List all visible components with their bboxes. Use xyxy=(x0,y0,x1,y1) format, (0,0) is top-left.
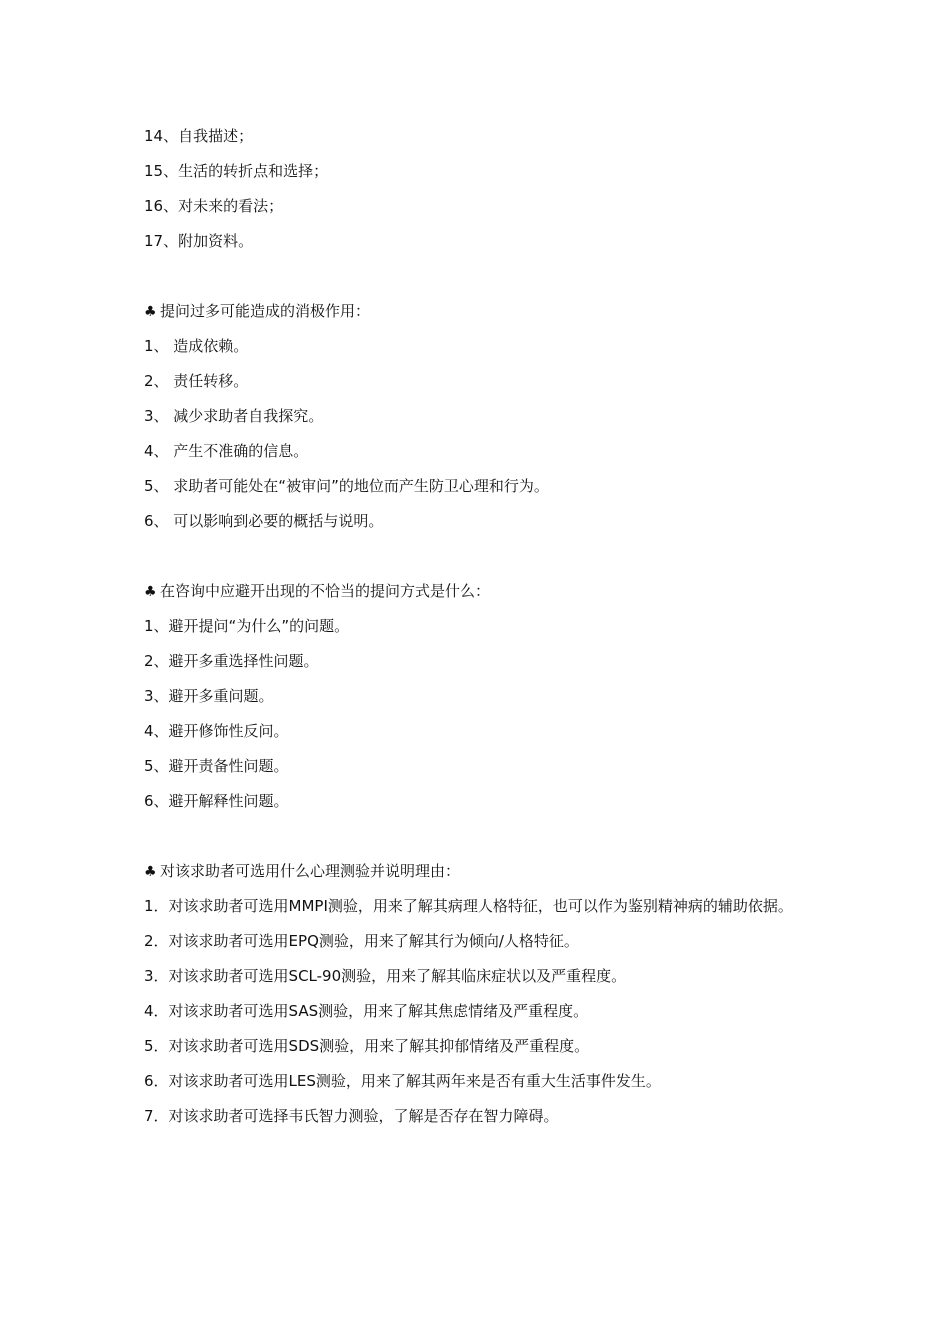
list-item: 6．对该求助者可选用LES测验，用来了解其两年来是否有重大生活事件发生。 xyxy=(144,1072,661,1090)
list-item: 3、避开多重问题。 xyxy=(144,687,274,705)
spacer xyxy=(144,819,824,854)
list-item: 3、 减少求助者自我探究。 xyxy=(144,407,324,425)
list-item: 5、 求助者可能处在“被审问”的地位而产生防卫心理和行为。 xyxy=(144,477,549,495)
section-heading-psych-tests xyxy=(144,854,824,889)
club-bullet-icon: ♣ xyxy=(144,304,157,320)
list-item: 2、避开多重选择性问题。 xyxy=(144,652,319,670)
list-item: 4、 产生不准确的信息。 xyxy=(144,442,309,460)
list-item: 5．对该求助者可选用SDS测验，用来了解其抑郁情绪及严重程度。 xyxy=(144,1037,590,1055)
list-item: 6、 可以影响到必要的概括与说明。 xyxy=(144,512,384,530)
section-heading-avoid-questions xyxy=(144,574,824,609)
list-item: 3．对该求助者可选用SCL-90测验，用来了解其临床症状以及严重程度。 xyxy=(144,967,627,985)
list-item: 7．对该求助者可选择韦氏智力测验，了解是否存在智力障碍。 xyxy=(144,1107,559,1125)
heading-text: 对该求助者可选用什么心理测验并说明理由： xyxy=(160,862,461,880)
club-bullet-icon: ♣ xyxy=(144,584,157,600)
list-item: 1、避开提问“为什么”的问题。 xyxy=(144,617,350,635)
list-item: 4、避开修饰性反问。 xyxy=(144,722,289,740)
list-item: 17、附加资料。 xyxy=(144,232,254,250)
heading-text: 在咨询中应避开出现的不恰当的提问方式是什么： xyxy=(160,582,491,600)
spacer xyxy=(144,539,824,574)
list-item: 2．对该求助者可选用EPQ测验，用来了解其行为倾向/人格特征。 xyxy=(144,932,579,950)
list-item: 1、 造成依赖。 xyxy=(144,337,249,355)
document-body xyxy=(144,119,824,1134)
list-item: 15、生活的转折点和选择； xyxy=(144,162,329,180)
club-bullet-icon: ♣ xyxy=(144,864,157,880)
list-item: 6、避开解释性问题。 xyxy=(144,792,289,810)
list-item: 14、自我描述； xyxy=(144,127,254,145)
list-item: 5、避开责备性问题。 xyxy=(144,757,289,775)
list-item: 16、对未来的看法； xyxy=(144,197,284,215)
section-heading-negative-effects xyxy=(144,294,824,329)
list-item: 4．对该求助者可选用SAS测验，用来了解其焦虑情绪及严重程度。 xyxy=(144,1002,589,1020)
spacer xyxy=(144,259,824,294)
heading-text: 提问过多可能造成的消极作用： xyxy=(160,302,371,320)
list-item: 1．对该求助者可选用MMPI测验，用来了解其病理人格特征，也可以作为鉴别精神病的辅助依据。 xyxy=(144,897,793,915)
list-item: 2、 责任转移。 xyxy=(144,372,249,390)
